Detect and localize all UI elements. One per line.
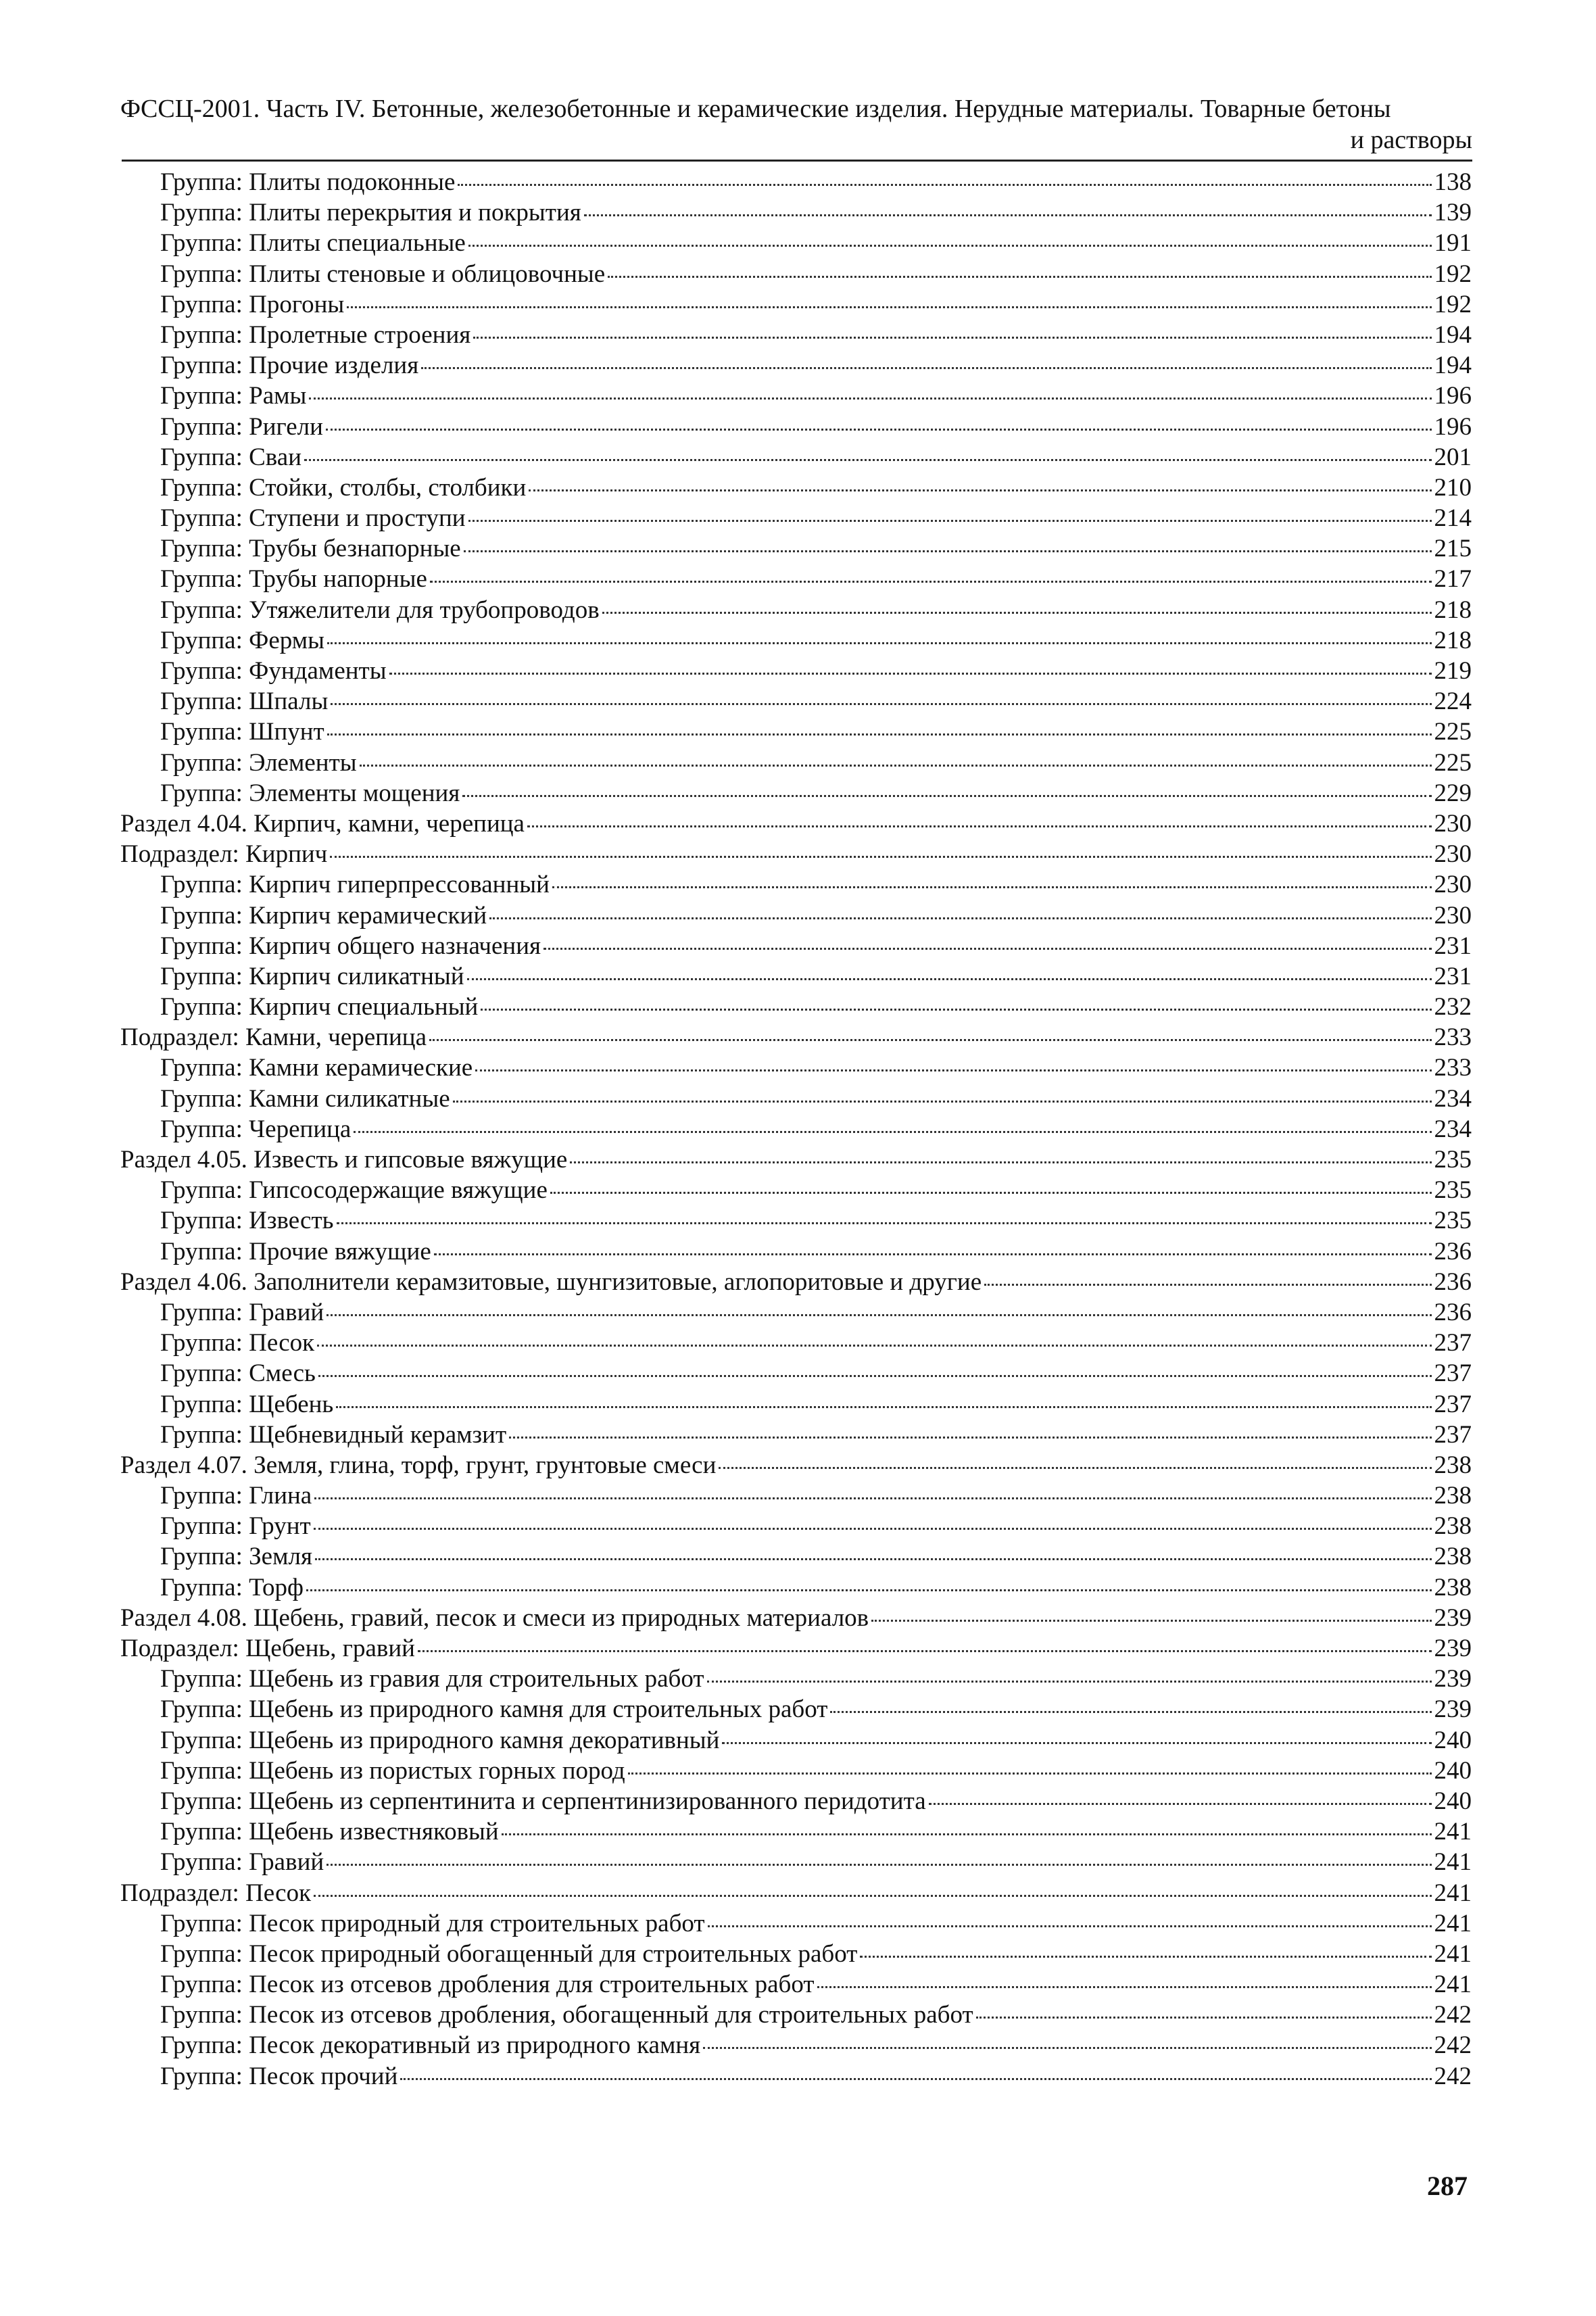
toc-entry-page: 240 (1434, 1787, 1472, 1815)
toc-dot-leader (489, 917, 1431, 919)
toc-dot-leader (550, 1192, 1432, 1194)
toc-dot-leader (481, 1009, 1431, 1011)
toc-entry-label: Группа: Известь (160, 1207, 334, 1235)
toc-entry-label: Группа: Песок (160, 1329, 315, 1357)
toc-entry-label: Группа: Элементы мощения (160, 779, 460, 807)
toc-dot-leader (464, 550, 1432, 552)
toc-group-entry[interactable] (0, 1328, 1472, 1358)
toc-entry-page: 239 (1434, 1695, 1472, 1724)
toc-entry-page: 236 (1434, 1237, 1472, 1265)
toc-entry-label: Группа: Фундаменты (160, 657, 387, 685)
toc-entry-page: 218 (1434, 626, 1472, 654)
toc-group-entry[interactable] (0, 533, 1472, 564)
toc-dot-leader (584, 214, 1432, 216)
toc-entry-page: 196 (1434, 382, 1472, 410)
toc-entry-page: 224 (1434, 687, 1472, 716)
toc-entry-page: 234 (1434, 1115, 1472, 1143)
toc-entry-page: 214 (1434, 504, 1472, 533)
toc-entry-page: 235 (1434, 1146, 1472, 1174)
toc-entry-label: Группа: Песок декоративный из природного камня (160, 2031, 701, 2060)
toc-section-entry[interactable] (0, 1022, 1472, 1053)
toc-entry-page: 241 (1434, 1939, 1472, 1968)
toc-entry-page: 241 (1434, 1909, 1472, 1937)
toc-group-entry[interactable] (0, 717, 1472, 747)
toc-dot-leader (315, 1558, 1432, 1560)
toc-group-entry[interactable] (0, 473, 1472, 503)
toc-entry-label: Группа: Кирпич специальный (160, 993, 479, 1021)
toc-entry-page: 237 (1434, 1329, 1472, 1357)
toc-dot-leader (360, 765, 1432, 767)
toc-entry-page: 241 (1434, 1879, 1472, 1907)
toc-group-entry[interactable] (0, 1084, 1472, 1114)
toc-group-entry[interactable] (0, 595, 1472, 625)
toc-entry-label: Раздел 4.05. Известь и гипсовые вяжущие (120, 1146, 568, 1174)
toc-dot-leader (817, 1986, 1432, 1988)
toc-entry-label: Группа: Ригели (160, 412, 323, 441)
toc-group-entry[interactable] (0, 503, 1472, 533)
toc-group-entry[interactable] (0, 1969, 1472, 2000)
toc-dot-leader (468, 245, 1432, 247)
toc-entry-label: Группа: Ступени и проступи (160, 504, 466, 533)
toc-section-entry[interactable] (0, 1633, 1472, 1664)
toc-group-entry[interactable] (0, 1480, 1472, 1511)
toc-entry-page: 230 (1434, 809, 1472, 838)
toc-entry-page: 239 (1434, 1603, 1472, 1632)
toc-entry-label: Группа: Плиты стеновые и облицовочные (160, 260, 606, 288)
toc-dot-leader (327, 1864, 1431, 1866)
toc-entry-label: Группа: Гипсосодержащие вяжущие (160, 1176, 548, 1205)
toc-entry-label: Группа: Торф (160, 1573, 304, 1601)
toc-entry-page: 242 (1434, 2031, 1472, 2060)
table-of-contents (0, 167, 1596, 2092)
toc-section-entry[interactable] (0, 809, 1472, 839)
toc-entry-page: 238 (1434, 1451, 1472, 1479)
toc-entry-label: Группа: Гравий (160, 1298, 324, 1326)
toc-dot-leader (314, 1895, 1431, 1897)
toc-section-entry[interactable] (0, 1450, 1472, 1480)
toc-section-entry[interactable] (0, 839, 1472, 869)
toc-dot-leader (400, 2078, 1431, 2080)
toc-group-entry[interactable] (0, 320, 1472, 350)
toc-dot-leader (475, 1069, 1431, 1071)
toc-group-entry[interactable] (0, 869, 1472, 900)
toc-dot-leader (317, 1345, 1431, 1347)
toc-dot-leader (309, 397, 1431, 400)
toc-group-entry[interactable] (0, 961, 1472, 992)
toc-dot-leader (509, 1437, 1431, 1439)
toc-entry-page: 210 (1434, 473, 1472, 502)
toc-dot-leader (719, 1467, 1431, 1469)
toc-group-entry[interactable] (0, 1205, 1472, 1236)
toc-entry-page: 232 (1434, 993, 1472, 1021)
toc-group-entry[interactable] (0, 1420, 1472, 1450)
toc-group-entry[interactable] (0, 748, 1472, 778)
toc-group-entry[interactable] (0, 1053, 1472, 1083)
toc-entry-label: Раздел 4.06. Заполнители керамзитовые, шунгизитовые, аглопоритовые и другие (120, 1268, 982, 1296)
toc-dot-leader (434, 1253, 1432, 1255)
toc-section-entry[interactable] (0, 1878, 1472, 1908)
toc-entry-page: 191 (1434, 229, 1472, 258)
toc-entry-page: 241 (1434, 1818, 1472, 1846)
toc-entry-label: Группа: Утяжелители для трубопроводов (160, 596, 600, 624)
toc-entry-page: 239 (1434, 1665, 1472, 1693)
page-number: 287 (1427, 2171, 1468, 2201)
toc-group-entry[interactable] (0, 442, 1472, 473)
toc-entry-label: Группа: Щебневидный керамзит (160, 1420, 507, 1449)
toc-group-entry[interactable] (0, 1756, 1472, 1786)
toc-entry-page: 218 (1434, 596, 1472, 624)
toc-entry-label: Группа: Кирпич силикатный (160, 962, 464, 990)
toc-entry-label: Группа: Сваи (160, 443, 302, 471)
toc-group-entry[interactable] (0, 381, 1472, 411)
toc-group-entry[interactable] (0, 2030, 1472, 2060)
toc-entry-page: 239 (1434, 1635, 1472, 1662)
toc-entry-page: 233 (1434, 1023, 1472, 1052)
toc-dot-leader (628, 1772, 1432, 1775)
toc-dot-leader (430, 581, 1432, 583)
toc-group-entry[interactable] (0, 289, 1472, 320)
toc-entry-page: 201 (1434, 443, 1472, 471)
toc-entry-page: 225 (1434, 718, 1472, 746)
toc-dot-leader (421, 367, 1431, 369)
toc-entry-page: 233 (1434, 1054, 1472, 1082)
toc-dot-leader (354, 1131, 1431, 1133)
toc-entry-label: Группа: Прочие вяжущие (160, 1237, 431, 1265)
toc-entry-page: 238 (1434, 1543, 1472, 1571)
toc-group-entry[interactable] (0, 1572, 1472, 1603)
toc-dot-leader (608, 276, 1431, 278)
toc-entry-page: 192 (1434, 290, 1472, 318)
toc-entry-label: Группа: Грунт (160, 1512, 311, 1541)
toc-section-entry[interactable] (0, 1603, 1472, 1633)
toc-entry-label: Группа: Элементы (160, 748, 357, 777)
toc-group-entry[interactable] (0, 1175, 1472, 1205)
toc-group-entry[interactable] (0, 167, 1472, 197)
toc-group-entry[interactable] (0, 625, 1472, 656)
toc-entry-label: Группа: Щебень из серпентинита и серпентинизированного перидотита (160, 1787, 926, 1815)
toc-entry-label: Группа: Щебень из пористых горных пород (160, 1756, 625, 1785)
toc-dot-leader (467, 978, 1432, 980)
toc-dot-leader (389, 673, 1432, 675)
toc-dot-leader (331, 703, 1431, 705)
toc-entry-label: Группа: Трубы напорные (160, 565, 427, 594)
toc-entry-page: 242 (1434, 2001, 1472, 2029)
header-rule (122, 160, 1472, 162)
toc-dot-leader (527, 825, 1432, 827)
toc-entry-page: 215 (1434, 535, 1472, 563)
header-title-line-2: и растворы (1350, 126, 1472, 154)
toc-entry-page: 139 (1434, 199, 1472, 227)
toc-dot-leader (306, 1589, 1432, 1591)
toc-dot-leader (327, 733, 1432, 735)
toc-entry-label: Группа: Камни керамические (160, 1054, 473, 1082)
toc-dot-leader (453, 1101, 1432, 1103)
toc-entry-page: 235 (1434, 1176, 1472, 1205)
toc-group-entry[interactable] (0, 1511, 1472, 1541)
toc-entry-label: Группа: Камни силикатные (160, 1084, 450, 1113)
toc-group-entry[interactable] (0, 1389, 1472, 1420)
toc-dot-leader (473, 337, 1431, 339)
toc-entry-label: Группа: Смесь (160, 1359, 316, 1388)
toc-dot-leader (318, 1375, 1432, 1377)
toc-group-entry[interactable] (0, 656, 1472, 686)
toc-dot-leader (326, 429, 1432, 431)
toc-group-entry[interactable] (0, 228, 1472, 258)
toc-entry-label: Группа: Плиты специальные (160, 229, 466, 258)
toc-group-entry[interactable] (0, 412, 1472, 442)
toc-group-entry[interactable] (0, 1236, 1472, 1267)
toc-entry-label: Группа: Песок прочий (160, 2062, 398, 2090)
toc-group-entry[interactable] (0, 1664, 1472, 1694)
toc-section-entry[interactable] (0, 1267, 1472, 1297)
toc-entry-page: 230 (1434, 901, 1472, 930)
toc-entry-label: Подраздел: Песок (120, 1879, 312, 1907)
toc-entry-label: Группа: Песок из отсевов дробления, обогащенный для строительных работ (160, 2001, 973, 2029)
toc-dot-leader (418, 1650, 1432, 1652)
toc-entry-label: Группа: Трубы безнапорные (160, 535, 461, 563)
toc-dot-leader (703, 2047, 1431, 2049)
toc-dot-leader (304, 459, 1431, 461)
toc-entry-label: Группа: Шпалы (160, 687, 329, 716)
toc-dot-leader (314, 1497, 1431, 1499)
toc-entry-label: Раздел 4.07. Земля, глина, торф, грунт, грунтовые смеси (120, 1451, 717, 1479)
toc-entry-label: Группа: Песок природный для строительных работ (160, 1909, 705, 1937)
header-title-line-1: ФССЦ-2001. Часть IV. Бетонные, железобетонные и керамические изделия. Нерудные материалы. Товарные бетоны (120, 95, 1391, 123)
toc-entry-page: 238 (1434, 1573, 1472, 1601)
toc-entry-page: 242 (1434, 2062, 1472, 2090)
toc-dot-leader (429, 1039, 1432, 1041)
toc-group-entry[interactable] (0, 900, 1472, 931)
toc-entry-label: Группа: Кирпич керамический (160, 901, 487, 930)
toc-group-entry[interactable] (0, 1725, 1472, 1756)
toc-entry-page: 236 (1434, 1298, 1472, 1326)
toc-entry-page: 241 (1434, 1971, 1472, 1999)
toc-entry-label: Группа: Глина (160, 1482, 312, 1510)
toc-dot-leader (458, 184, 1431, 186)
toc-group-entry[interactable] (0, 1847, 1472, 1877)
toc-dot-leader (984, 1284, 1431, 1286)
toc-group-entry[interactable] (0, 1358, 1472, 1389)
toc-dot-leader (860, 1956, 1431, 1958)
toc-entry-label: Группа: Прочие изделия (160, 352, 419, 380)
toc-entry-label: Группа: Плиты перекрытия и покрытия (160, 199, 581, 227)
toc-entry-page: 235 (1434, 1207, 1472, 1235)
toc-dot-leader (552, 886, 1432, 888)
toc-group-entry[interactable] (0, 1694, 1472, 1724)
toc-entry-page: 194 (1434, 352, 1472, 380)
toc-group-entry[interactable] (0, 1939, 1472, 1969)
toc-group-entry[interactable] (0, 1786, 1472, 1816)
toc-dot-leader (871, 1620, 1431, 1622)
toc-entry-label: Подраздел: Камни, черепица (120, 1023, 427, 1052)
toc-entry-label: Группа: Кирпич гиперпрессованный (160, 871, 550, 899)
toc-entry-label: Группа: Земля (160, 1543, 312, 1571)
toc-entry-label: Подраздел: Щебень, гравий (120, 1635, 415, 1662)
toc-entry-label: Группа: Рамы (160, 382, 307, 410)
toc-entry-label: Группа: Песок природный обогащенный для строительных работ (160, 1939, 858, 1968)
toc-dot-leader (347, 306, 1431, 308)
toc-group-entry[interactable] (0, 1816, 1472, 1847)
toc-dot-leader (976, 2017, 1432, 2019)
toc-group-entry[interactable] (0, 1114, 1472, 1144)
toc-entry-page: 237 (1434, 1420, 1472, 1449)
toc-entry-label: Раздел 4.04. Кирпич, камни, черепица (120, 809, 525, 838)
toc-entry-page: 241 (1434, 1848, 1472, 1877)
toc-entry-label: Группа: Кирпич общего назначения (160, 932, 541, 960)
toc-entry-page: 196 (1434, 412, 1472, 441)
toc-dot-leader (543, 948, 1431, 950)
toc-entry-page: 230 (1434, 871, 1472, 899)
toc-group-entry[interactable] (0, 686, 1472, 717)
toc-entry-label: Группа: Гравий (160, 1848, 324, 1877)
toc-entry-page: 192 (1434, 260, 1472, 288)
toc-group-entry[interactable] (0, 1908, 1472, 1939)
toc-entry-label: Группа: Плиты подоконные (160, 168, 456, 196)
toc-group-entry[interactable] (0, 259, 1472, 289)
toc-entry-label: Группа: Пролетные строения (160, 320, 471, 349)
toc-entry-label: Группа: Шпунт (160, 718, 324, 746)
toc-dot-leader (327, 1314, 1431, 1316)
toc-entry-label: Группа: Черепица (160, 1115, 352, 1143)
toc-entry-label: Подраздел: Кирпич (120, 840, 328, 869)
toc-dot-leader (314, 1528, 1432, 1530)
toc-entry-page: 194 (1434, 320, 1472, 349)
toc-group-entry[interactable] (0, 931, 1472, 961)
toc-entry-page: 229 (1434, 779, 1472, 807)
toc-dot-leader (708, 1925, 1432, 1927)
toc-group-entry[interactable] (0, 564, 1472, 594)
toc-entry-label: Группа: Стойки, столбы, столбики (160, 473, 527, 502)
toc-dot-leader (462, 795, 1431, 797)
toc-entry-page: 217 (1434, 565, 1472, 594)
toc-section-entry[interactable] (0, 1144, 1472, 1175)
toc-dot-leader (570, 1161, 1431, 1163)
toc-entry-label: Группа: Щебень из гравия для строительных работ (160, 1665, 704, 1693)
toc-dot-leader (929, 1803, 1432, 1805)
toc-group-entry[interactable] (0, 992, 1472, 1022)
toc-entry-page: 238 (1434, 1512, 1472, 1541)
toc-entry-page: 240 (1434, 1726, 1472, 1754)
toc-group-entry[interactable] (0, 1297, 1472, 1328)
toc-entry-page: 237 (1434, 1359, 1472, 1388)
toc-group-entry[interactable] (0, 2061, 1472, 2092)
toc-entry-page: 219 (1434, 657, 1472, 685)
toc-dot-leader (330, 856, 1431, 858)
toc-dot-leader (722, 1742, 1431, 1744)
toc-entry-label: Раздел 4.08. Щебень, гравий, песок и смеси из природных материалов (120, 1603, 869, 1632)
toc-entry-label: Группа: Щебень из природного камня для строительных работ (160, 1695, 828, 1724)
toc-entry-label: Группа: Щебень (160, 1390, 334, 1418)
toc-entry-label: Группа: Прогоны (160, 290, 345, 318)
toc-entry-page: 138 (1434, 168, 1472, 196)
toc-dot-leader (529, 489, 1431, 491)
toc-group-entry[interactable] (0, 778, 1472, 809)
toc-group-entry[interactable] (0, 350, 1472, 381)
toc-entry-label: Группа: Щебень известняковый (160, 1818, 499, 1846)
toc-group-entry[interactable] (0, 1541, 1472, 1572)
running-header (120, 93, 1472, 155)
toc-dot-leader (327, 642, 1432, 644)
toc-dot-leader (830, 1711, 1431, 1713)
toc-entry-page: 240 (1434, 1756, 1472, 1785)
toc-dot-leader (707, 1681, 1432, 1683)
toc-entry-page: 231 (1434, 962, 1472, 990)
toc-entry-page: 234 (1434, 1084, 1472, 1113)
toc-entry-label: Группа: Песок из отсевов дробления для строительных работ (160, 1971, 815, 1999)
toc-entry-page: 231 (1434, 932, 1472, 960)
toc-entry-page: 225 (1434, 748, 1472, 777)
toc-dot-leader (468, 520, 1432, 522)
toc-dot-leader (336, 1406, 1431, 1408)
toc-entry-page: 238 (1434, 1482, 1472, 1510)
toc-dot-leader (602, 612, 1432, 614)
toc-group-entry[interactable] (0, 197, 1472, 228)
toc-entry-page: 236 (1434, 1268, 1472, 1296)
toc-entry-page: 230 (1434, 840, 1472, 869)
toc-entry-label: Группа: Фермы (160, 626, 324, 654)
toc-dot-leader (502, 1833, 1432, 1835)
toc-group-entry[interactable] (0, 2000, 1472, 2030)
toc-entry-page: 237 (1434, 1390, 1472, 1418)
toc-entry-label: Группа: Щебень из природного камня декоративный (160, 1726, 720, 1754)
toc-dot-leader (337, 1222, 1432, 1224)
